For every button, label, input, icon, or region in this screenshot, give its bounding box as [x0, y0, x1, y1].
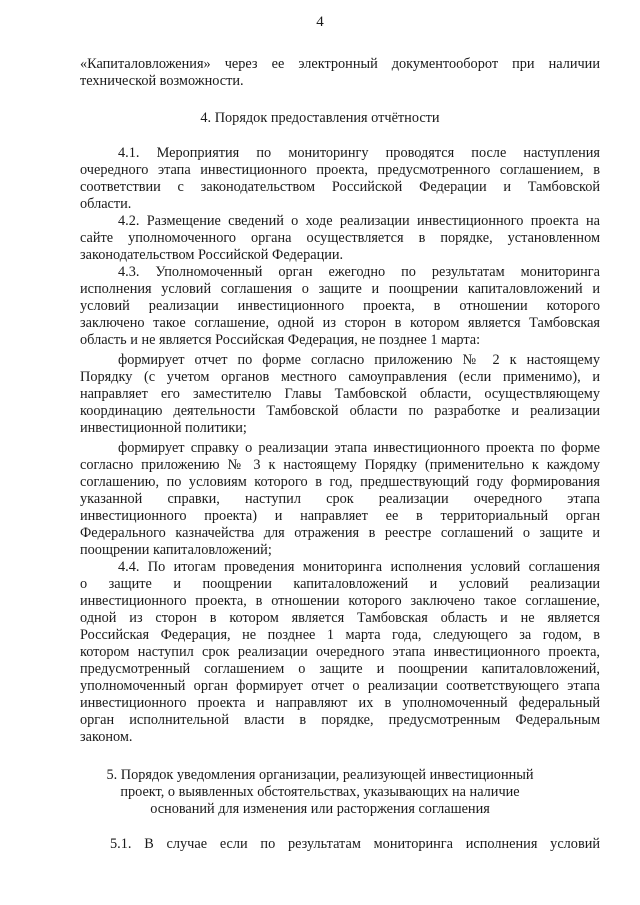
text-line: поощрении капиталовложений;	[80, 542, 272, 558]
text-line: законом.	[80, 729, 133, 745]
text-line: область и не является Российская Федерация, не позднее 1 марта:	[80, 332, 481, 348]
text-line: формирует отчет по форме согласно приложению № 2 к настоящему	[118, 352, 600, 368]
text-line: координацию деятельности Тамбовской области по разработке и реализации	[80, 403, 600, 419]
page-number: 4	[316, 14, 324, 30]
text-line: заключено такое соглашение, одной из сторон в котором является Тамбовская	[80, 315, 600, 331]
text-line: 5. Порядок уведомления организации, реализующей инвестиционный	[106, 767, 534, 783]
text-line: 5.1. В случае если по результатам мониторинга исполнения условий	[110, 836, 600, 852]
text-line: уполномоченный орган формирует отчет о реализации соответствующего этапа	[80, 678, 600, 694]
text-line: инвестиционного проекта и направляют их в уполномоченный федеральный	[80, 695, 600, 711]
text-line: очередного этапа инвестиционного проекта, предусмотренного соглашением, в	[80, 162, 600, 178]
text-line: Порядку (с учетом органов местного самоуправления (если применимо), и	[80, 369, 600, 385]
text-line: исполнения условий соглашения о защите и поощрении капиталовложений и	[80, 281, 600, 297]
text-line: предусмотренный соглашением о защите и поощрении капиталовложений,	[80, 661, 600, 677]
text-line: согласно приложению № 3 к настоящему Порядку (применительно к каждому	[80, 457, 600, 473]
text-line: «Капиталовложения» через ее электронный документооборот при наличии	[80, 56, 600, 72]
text-line: орган исполнительной власти в порядке, предусмотренным Федеральным	[80, 712, 600, 728]
text-line: одной из сторон в котором является Тамбовская область и не является	[80, 610, 600, 626]
text-line: котором наступил срок реализации очередного этапа инвестиционного проекта,	[80, 644, 600, 660]
text-line: инвестиционного проекта) и направляет ее в территориальный орган	[80, 508, 600, 524]
text-line: условий реализации инвестиционного проекта, в отношении которого	[80, 298, 600, 314]
text-line: оснований для изменения или расторжения соглашения	[150, 801, 490, 817]
text-line: о защите и поощрении капиталовложений и условий реализации	[80, 576, 600, 592]
text-line: законодательством Российской Федерации.	[80, 247, 344, 263]
text-line: формирует справку о реализации этапа инвестиционного проекта по форме	[118, 440, 600, 456]
text-line: указанной справки, наступил срок реализации очередного этапа	[80, 491, 600, 507]
text-line: соответствии с законодательством Российской Федерации и Тамбовской	[80, 179, 600, 195]
text-line: области.	[80, 196, 132, 212]
text-line: 4.4. По итогам проведения мониторинга исполнения условий соглашения	[118, 559, 600, 575]
text-line: технической возможности.	[80, 73, 244, 89]
text-line: Федерального казначейства для отражения в реестре соглашений о защите и	[80, 525, 600, 541]
text-line: сайте уполномоченного органа осуществляется в порядке, установленном	[80, 230, 600, 246]
text-line: 4.3. Уполномоченный орган ежегодно по результатам мониторинга	[118, 264, 600, 280]
text-line: Российская Федерация, не позднее 1 марта года, следующего за годом, в	[80, 627, 600, 643]
text-line: инвестиционного проекта, в отношении которого заключено такое соглашение,	[80, 593, 600, 609]
text-line: 4.2. Размещение сведений о ходе реализации инвестиционного проекта на	[118, 213, 600, 229]
text-line: 4. Порядок предоставления отчётности	[200, 110, 440, 126]
text-line: проект, о выявленных обстоятельствах, указывающих на наличие	[120, 784, 520, 800]
text-line: 4.1. Мероприятия по мониторингу проводятся после наступления	[118, 145, 600, 161]
text-line: инвестиционной политики;	[80, 420, 247, 436]
text-line: соглашению, по условиям которого в год, предшествующий году формирования	[80, 474, 600, 490]
text-line: направляет его заместителю Главы Тамбовской области, осуществляющему	[80, 386, 600, 402]
